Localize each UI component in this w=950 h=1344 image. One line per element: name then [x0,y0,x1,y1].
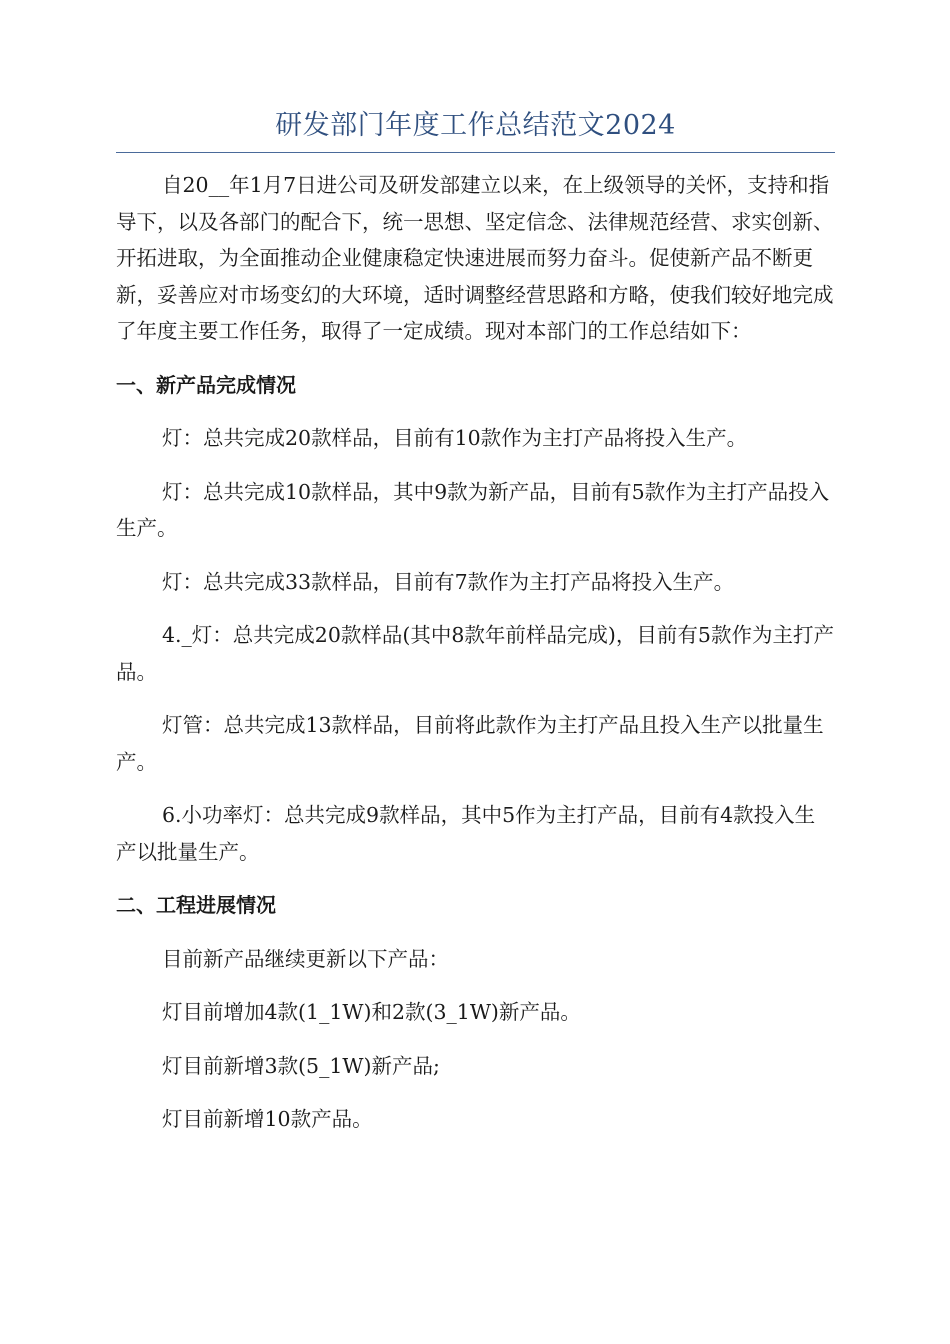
section-1-item: 灯：总共完成20款样品，目前有10款作为主打产品将投入生产。 [162,426,748,450]
section-1-heading: 一、新产品完成情况 [116,372,296,397]
section-2-item: 目前新产品继续更新以下产品： [162,946,449,971]
section-2-item: 灯目前新增10款产品。 [162,1107,373,1131]
intro-paragraph: 自20__年1月7日进公司及研发部建立以来，在上级领导的关怀，支持和指导下，以及各部门的配合下，统一思想、坚定信念、法律规范经营、求实创新、开拓进取，为全面推动企业健康稳定快速进展而努力奋斗。促使新产品不断更新，妥善应对市场变幻的大环境，适时调整经营思路和方略，使我们较好地完成了年度主要工作任务，取得了一定成绩。现对本部门的工作总结如下： [116,173,834,343]
section-1-item: 灯：总共完成10款样品，其中9款为新产品，目前有5款作为主打产品投入生产。 [116,479,830,540]
title-underline [116,152,835,153]
document-title: 研发部门年度工作总结范文2024 [275,110,676,141]
section-1-item: 灯管：总共完成13款样品，目前将此款作为主打产品且投入生产以批量生产。 [116,713,824,774]
section-1-item: 灯：总共完成33款样品，目前有7款作为主打产品将投入生产。 [162,569,735,594]
section-1-item: 4._灯：总共完成20款样品(其中8款年前样品完成)，目前有5款作为主打产品。 [116,623,834,684]
section-2-item: 灯目前增加4款(1_1W)和2款(3_1W)新产品。 [162,1000,581,1024]
section-1-item: 6.小功率灯：总共完成9款样品，其中5作为主打产品，目前有4款投入生产以批量生产。 [116,803,816,864]
section-2-item: 灯目前新增3款(5_1W)新产品; [162,1053,440,1078]
section-2-heading: 二、工程进展情况 [116,893,276,917]
document-page [116,108,835,1138]
